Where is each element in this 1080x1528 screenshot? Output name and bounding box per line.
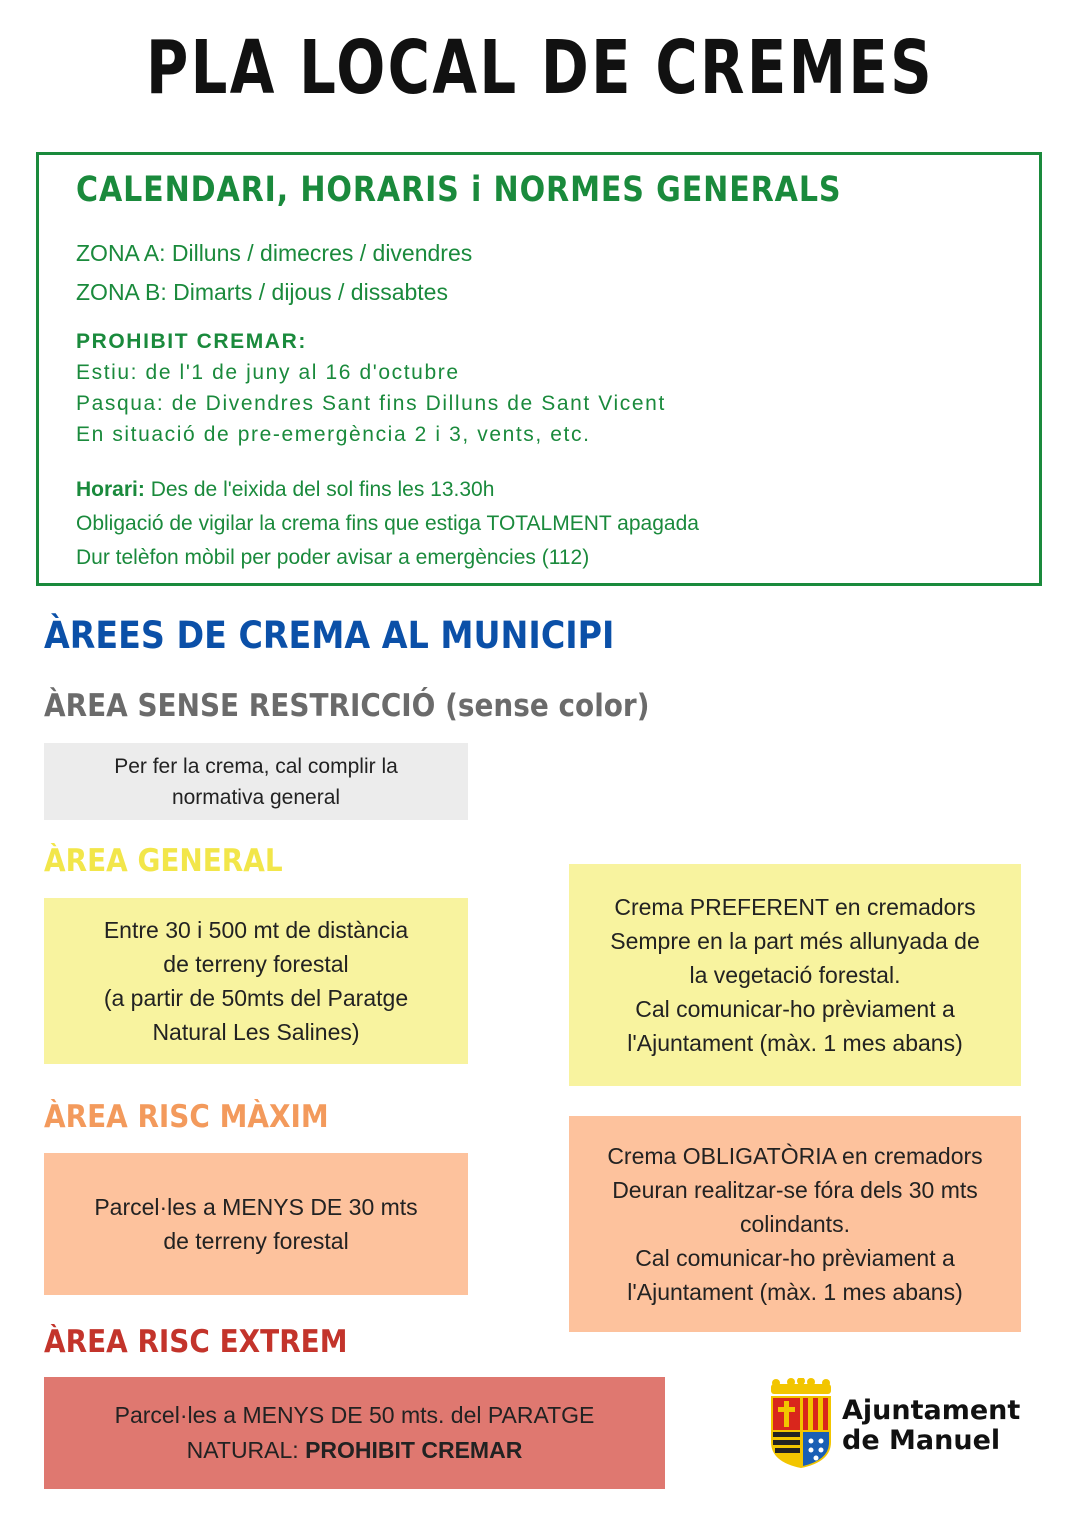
municipality-name [842, 1396, 1020, 1456]
area-extreme-text [115, 1398, 595, 1468]
zone-a-schedule: ZONA A: Dilluns / dimecres / divendres [76, 240, 473, 266]
area-none-title-main: ÀREA SENSE RESTRICCIÓ [44, 688, 436, 724]
zone-b-schedule: ZONA B: Dimarts / dijous / dissabtes [76, 279, 448, 305]
municipality-name-line-2: de Manuel [842, 1425, 1001, 1456]
area-extreme-prohibit: PROHIBIT CREMAR [305, 1437, 523, 1463]
area-general-note: Crema PREFERENT en cremadors Sempre en la part més allunyada de la vegetació forestal. Cal comunicar-ho prèviament a l'Ajuntament (màx. 1 mes abans) [610, 894, 980, 1056]
prohibit-pre-emergency: En situació de pre-emergència 2 i 3, vents, etc. [76, 423, 591, 446]
area-none-box [44, 743, 468, 820]
schedule-label: Horari: [76, 478, 145, 501]
area-general-title: ÀREA GENERAL [44, 843, 283, 879]
areas-heading: ÀREES DE CREMA AL MUNICIPI [44, 614, 615, 657]
coat-of-arms-icon [768, 1378, 834, 1470]
prohibit-easter: Pasqua: de Divendres Sant fins Dilluns de Sant Vicent [76, 392, 666, 415]
rule-phone: Dur telèfon mòbil per poder avisar a emergències (112) [76, 546, 590, 569]
prohibit-summer: Estiu: de l'1 de juny al 16 d'octubre [76, 361, 460, 384]
schedule-text: Des de l'eixida del sol fins les 13.30h [144, 478, 495, 501]
schedule-line [76, 478, 494, 502]
prohibit-label: PROHIBIT CREMAR: [76, 330, 307, 353]
rule-supervise: Obligació de vigilar la crema fins que estiga TOTALMENT apagada [76, 512, 699, 535]
area-extreme-title: ÀREA RISC EXTREM [44, 1324, 348, 1360]
area-general-box [44, 898, 468, 1064]
area-max-text: Parcel·les a MENYS DE 30 mts de terreny forestal [94, 1194, 418, 1254]
area-max-box [44, 1153, 468, 1295]
page-title: PLA LOCAL DE CREMES [145, 25, 935, 111]
area-general-note-box [569, 864, 1021, 1086]
area-extreme-box [44, 1377, 665, 1489]
area-max-note: Crema OBLIGATÒRIA en cremadors Deuran realitzar-se fóra dels 30 mts colindants. Cal comunicar-ho prèviament a l'Ajuntament (màx. 1 mes abans) [607, 1143, 983, 1305]
area-none-text: Per fer la crema, cal complir la normativa general [114, 754, 398, 809]
general-rules-heading: CALENDARI, HORARIS i NORMES GENERALS [76, 170, 842, 210]
area-extreme-line-1: Parcel·les a MENYS DE 50 mts. del PARATGE [114, 1402, 595, 1428]
area-none-title [44, 688, 649, 724]
area-none-title-suffix: (sense color) [435, 688, 650, 724]
area-general-text: Entre 30 i 500 mt de distància de terreny forestal (a partir de 50mts del Paratge Natural Les Salines) [103, 917, 409, 1045]
area-max-title: ÀREA RISC MÀXIM [44, 1099, 329, 1135]
municipality-name-line-1: Ajuntament [842, 1395, 1021, 1426]
area-max-note-box [569, 1116, 1021, 1332]
area-extreme-line-2 [115, 1433, 595, 1468]
area-extreme-line-2-prefix: NATURAL: [186, 1437, 306, 1463]
